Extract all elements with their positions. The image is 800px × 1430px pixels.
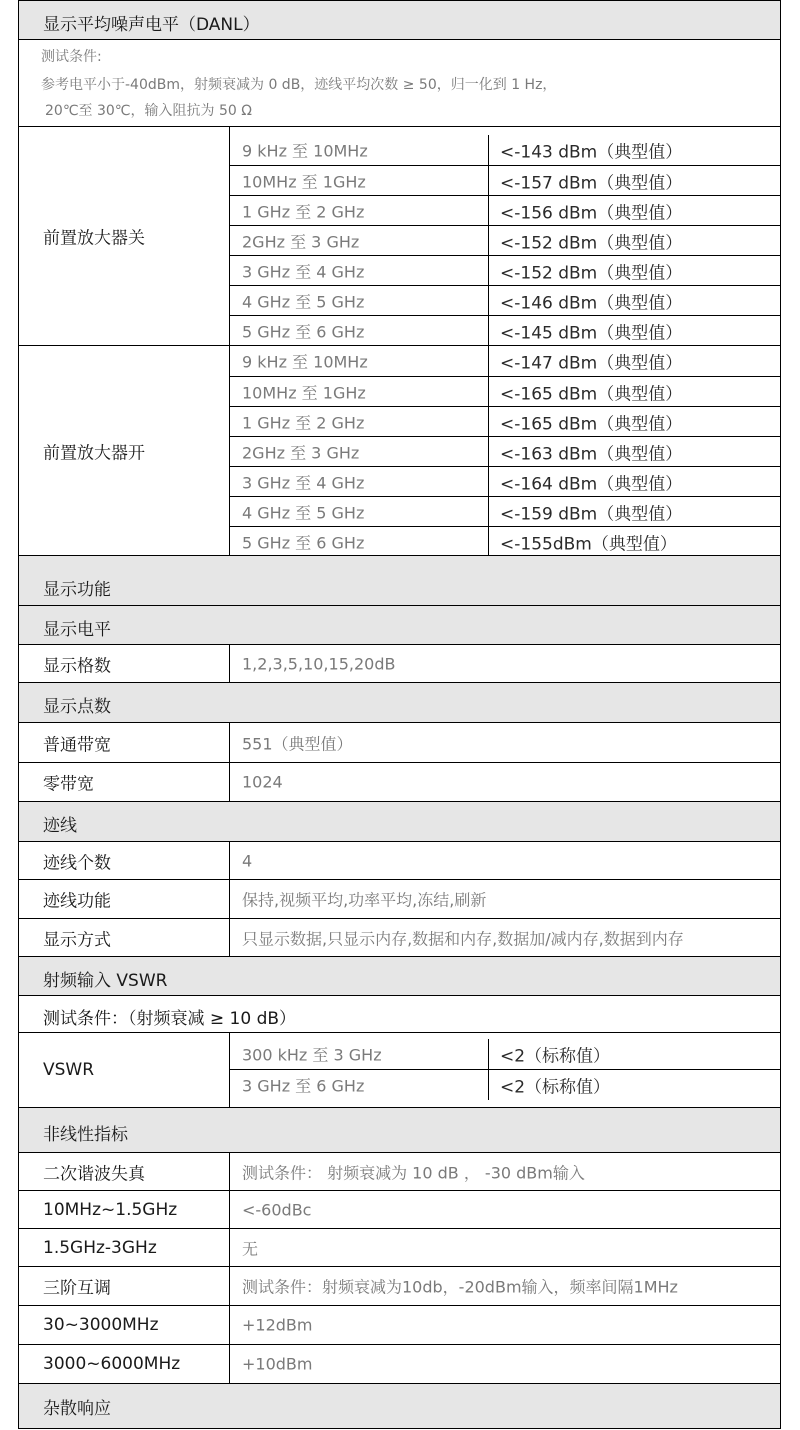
- freq-band: 5 GHz 至 6 GHz: [242, 533, 365, 553]
- display-points-title: 显示点数: [43, 697, 111, 717]
- normal-bw-value: 551（典型值）: [242, 734, 353, 753]
- danl-value: <-147 dBm（典型值）: [500, 353, 683, 374]
- freq-band-row: [230, 135, 780, 165]
- danl-preamp-off-group: [18, 127, 781, 346]
- display-title: 显示功能: [43, 580, 111, 600]
- danl-value: <-146 dBm（典型值）: [500, 293, 683, 314]
- freq-band: 5 GHz 至 6 GHz: [242, 322, 365, 342]
- freq-band-row: [230, 315, 780, 346]
- freq-band: 1 GHz 至 2 GHz: [242, 202, 365, 222]
- zero-bw-value: 1024: [242, 772, 283, 792]
- danl-value: <-156 dBm（典型值）: [500, 203, 683, 224]
- h2-row: [18, 1152, 781, 1191]
- im3-range2-label: 3000~6000MHz: [43, 1354, 181, 1374]
- freq-band-row: [230, 195, 780, 226]
- normal-bw-row: [18, 722, 781, 763]
- freq-band-row: [230, 165, 780, 196]
- danl-section-header: [18, 0, 781, 40]
- nonlinear-title: 非线性指标: [43, 1125, 128, 1145]
- vswr-label: VSWR: [43, 1060, 95, 1080]
- h2-range1-row: [18, 1190, 781, 1229]
- zero-bw-label: 零带宽: [43, 774, 94, 795]
- trace-title: 迹线: [43, 816, 77, 836]
- im3-range1-label: 30~3000MHz: [43, 1315, 159, 1335]
- danl-preamp-on-group: [18, 345, 781, 556]
- freq-band-row: [230, 496, 780, 527]
- trace-func-value: 保持,视频平均,功率平均,冻结,刷新: [242, 890, 487, 910]
- vswr-conditions: [18, 995, 781, 1033]
- vswr-cond: 测试条件：（射频衰减 ≥ 10 dB）: [43, 1009, 297, 1029]
- freq-band-row: [230, 255, 780, 286]
- vswr-group: [18, 1032, 781, 1108]
- trace-section-header: [18, 801, 781, 842]
- freq-band-row: [230, 526, 780, 557]
- nominal-value: <2（标称值）: [500, 1077, 611, 1098]
- danl-value: <-159 dBm（典型值）: [500, 504, 683, 525]
- freq-band-row: [230, 1039, 780, 1069]
- danl-title: 显示平均噪声电平（DANL）: [43, 15, 260, 35]
- freq-band: 4 GHz 至 5 GHz: [242, 503, 365, 523]
- freq-band-row: [230, 346, 780, 376]
- danl-value: <-163 dBm（典型值）: [500, 444, 683, 465]
- display-grid-label: 显示格数: [43, 656, 111, 676]
- freq-band: 2GHz 至 3 GHz: [242, 443, 360, 463]
- freq-band: 1 GHz 至 2 GHz: [242, 413, 365, 433]
- h2-label: 二次谐波失真: [43, 1164, 145, 1184]
- im3-range1-row: [18, 1305, 781, 1345]
- freq-band: 2GHz 至 3 GHz: [242, 232, 360, 252]
- freq-band-row: [230, 406, 780, 437]
- h2-cond: 测试条件： 射频衰减为 10 dB ， -30 dBm输入: [242, 1163, 585, 1182]
- freq-band-row: [230, 376, 780, 407]
- h2-range2-row: [18, 1228, 781, 1267]
- im3-range2-row: [18, 1344, 781, 1384]
- vswr-title: 射频输入 VSWR: [43, 971, 168, 991]
- display-grid-value: 1,2,3,5,10,15,20dB: [242, 654, 396, 673]
- freq-band: 3 GHz 至 4 GHz: [242, 262, 365, 282]
- h2-range1-value: <-60dBc: [242, 1200, 312, 1219]
- danl-value: <-143 dBm（典型值）: [500, 142, 683, 163]
- nominal-value: <2（标称值）: [500, 1046, 611, 1067]
- freq-band: 4 GHz 至 5 GHz: [242, 292, 365, 312]
- freq-band-row: [230, 466, 780, 497]
- vswr-section-header: [18, 956, 781, 996]
- preamp-off-label: 前置放大器关: [43, 228, 145, 249]
- display-level-header: [18, 605, 781, 645]
- spec-table: [18, 0, 783, 1430]
- freq-band: 9 kHz 至 10MHz: [242, 352, 368, 372]
- display-grid-row: [18, 644, 781, 683]
- danl-value: <-165 dBm（典型值）: [500, 384, 683, 405]
- display-level-title: 显示电平: [43, 620, 111, 640]
- freq-band-row: [230, 225, 780, 256]
- freq-band: 10MHz 至 1GHz: [242, 383, 366, 403]
- freq-band-row: [230, 436, 780, 467]
- trace-mode-row: [18, 918, 781, 957]
- h2-range2-label: 1.5GHz-3GHz: [43, 1237, 157, 1258]
- freq-band: 3 GHz 至 4 GHz: [242, 473, 365, 493]
- preamp-on-label: 前置放大器开: [43, 443, 145, 463]
- danl-value: <-145 dBm（典型值）: [500, 323, 683, 344]
- trace-mode-label: 显示方式: [43, 930, 111, 950]
- trace-func-label: 迹线功能: [43, 891, 111, 912]
- freq-band-row: [230, 285, 780, 316]
- danl-conditions: [18, 39, 781, 127]
- display-points-header: [18, 682, 781, 723]
- display-section-header: [18, 555, 781, 606]
- im3-range1-value: +12dBm: [242, 1315, 313, 1335]
- im3-label: 三阶互调: [43, 1278, 111, 1299]
- danl-value: <-152 dBm（典型值）: [500, 263, 683, 284]
- freq-band: 300 kHz 至 3 GHz: [242, 1045, 382, 1065]
- danl-value: <-157 dBm（典型值）: [500, 173, 683, 194]
- h2-range1-label: 10MHz~1.5GHz: [43, 1199, 178, 1220]
- trace-func-row: [18, 879, 781, 919]
- danl-value: <-152 dBm（典型值）: [500, 233, 683, 254]
- zero-bw-row: [18, 762, 781, 802]
- freq-band-row: [230, 1069, 780, 1100]
- trace-mode-value: 只显示数据,只显示内存,数据和内存,数据加/减内存,数据到内存: [242, 929, 684, 948]
- normal-bw-label: 普通带宽: [43, 735, 111, 755]
- trace-count-row: [18, 841, 781, 880]
- danl-value: <-164 dBm（典型值）: [500, 474, 683, 495]
- freq-band: 9 kHz 至 10MHz: [242, 141, 368, 161]
- im3-cond: 测试条件：射频衰减为10db，-20dBm输入，频率间隔1MHz: [242, 1277, 678, 1297]
- spurious-title: 杂散响应: [43, 1399, 111, 1419]
- danl-cond-label: 测试条件:: [41, 49, 102, 65]
- nonlinear-section-header: [18, 1107, 781, 1153]
- freq-band: 10MHz 至 1GHz: [242, 172, 366, 192]
- freq-band: 3 GHz 至 6 GHz: [242, 1076, 365, 1096]
- trace-count-value: 4: [242, 851, 253, 870]
- danl-cond-line1: 参考电平小于-40dBm，射频衰减为 0 dB，迹线平均次数 ≥ 50，归一化到 1 Hz，: [41, 77, 557, 93]
- h2-range2-value: 无: [242, 1239, 259, 1258]
- danl-value: <-155dBm（典型值）: [500, 534, 677, 555]
- danl-value: <-165 dBm（典型值）: [500, 414, 683, 435]
- danl-cond-line2: 20℃至 30℃，输入阻抗为 50 Ω: [45, 103, 252, 119]
- im3-row: [18, 1266, 781, 1306]
- spurious-section-header: [18, 1383, 781, 1429]
- im3-range2-value: +10dBm: [242, 1354, 313, 1374]
- trace-count-label: 迹线个数: [43, 853, 111, 873]
